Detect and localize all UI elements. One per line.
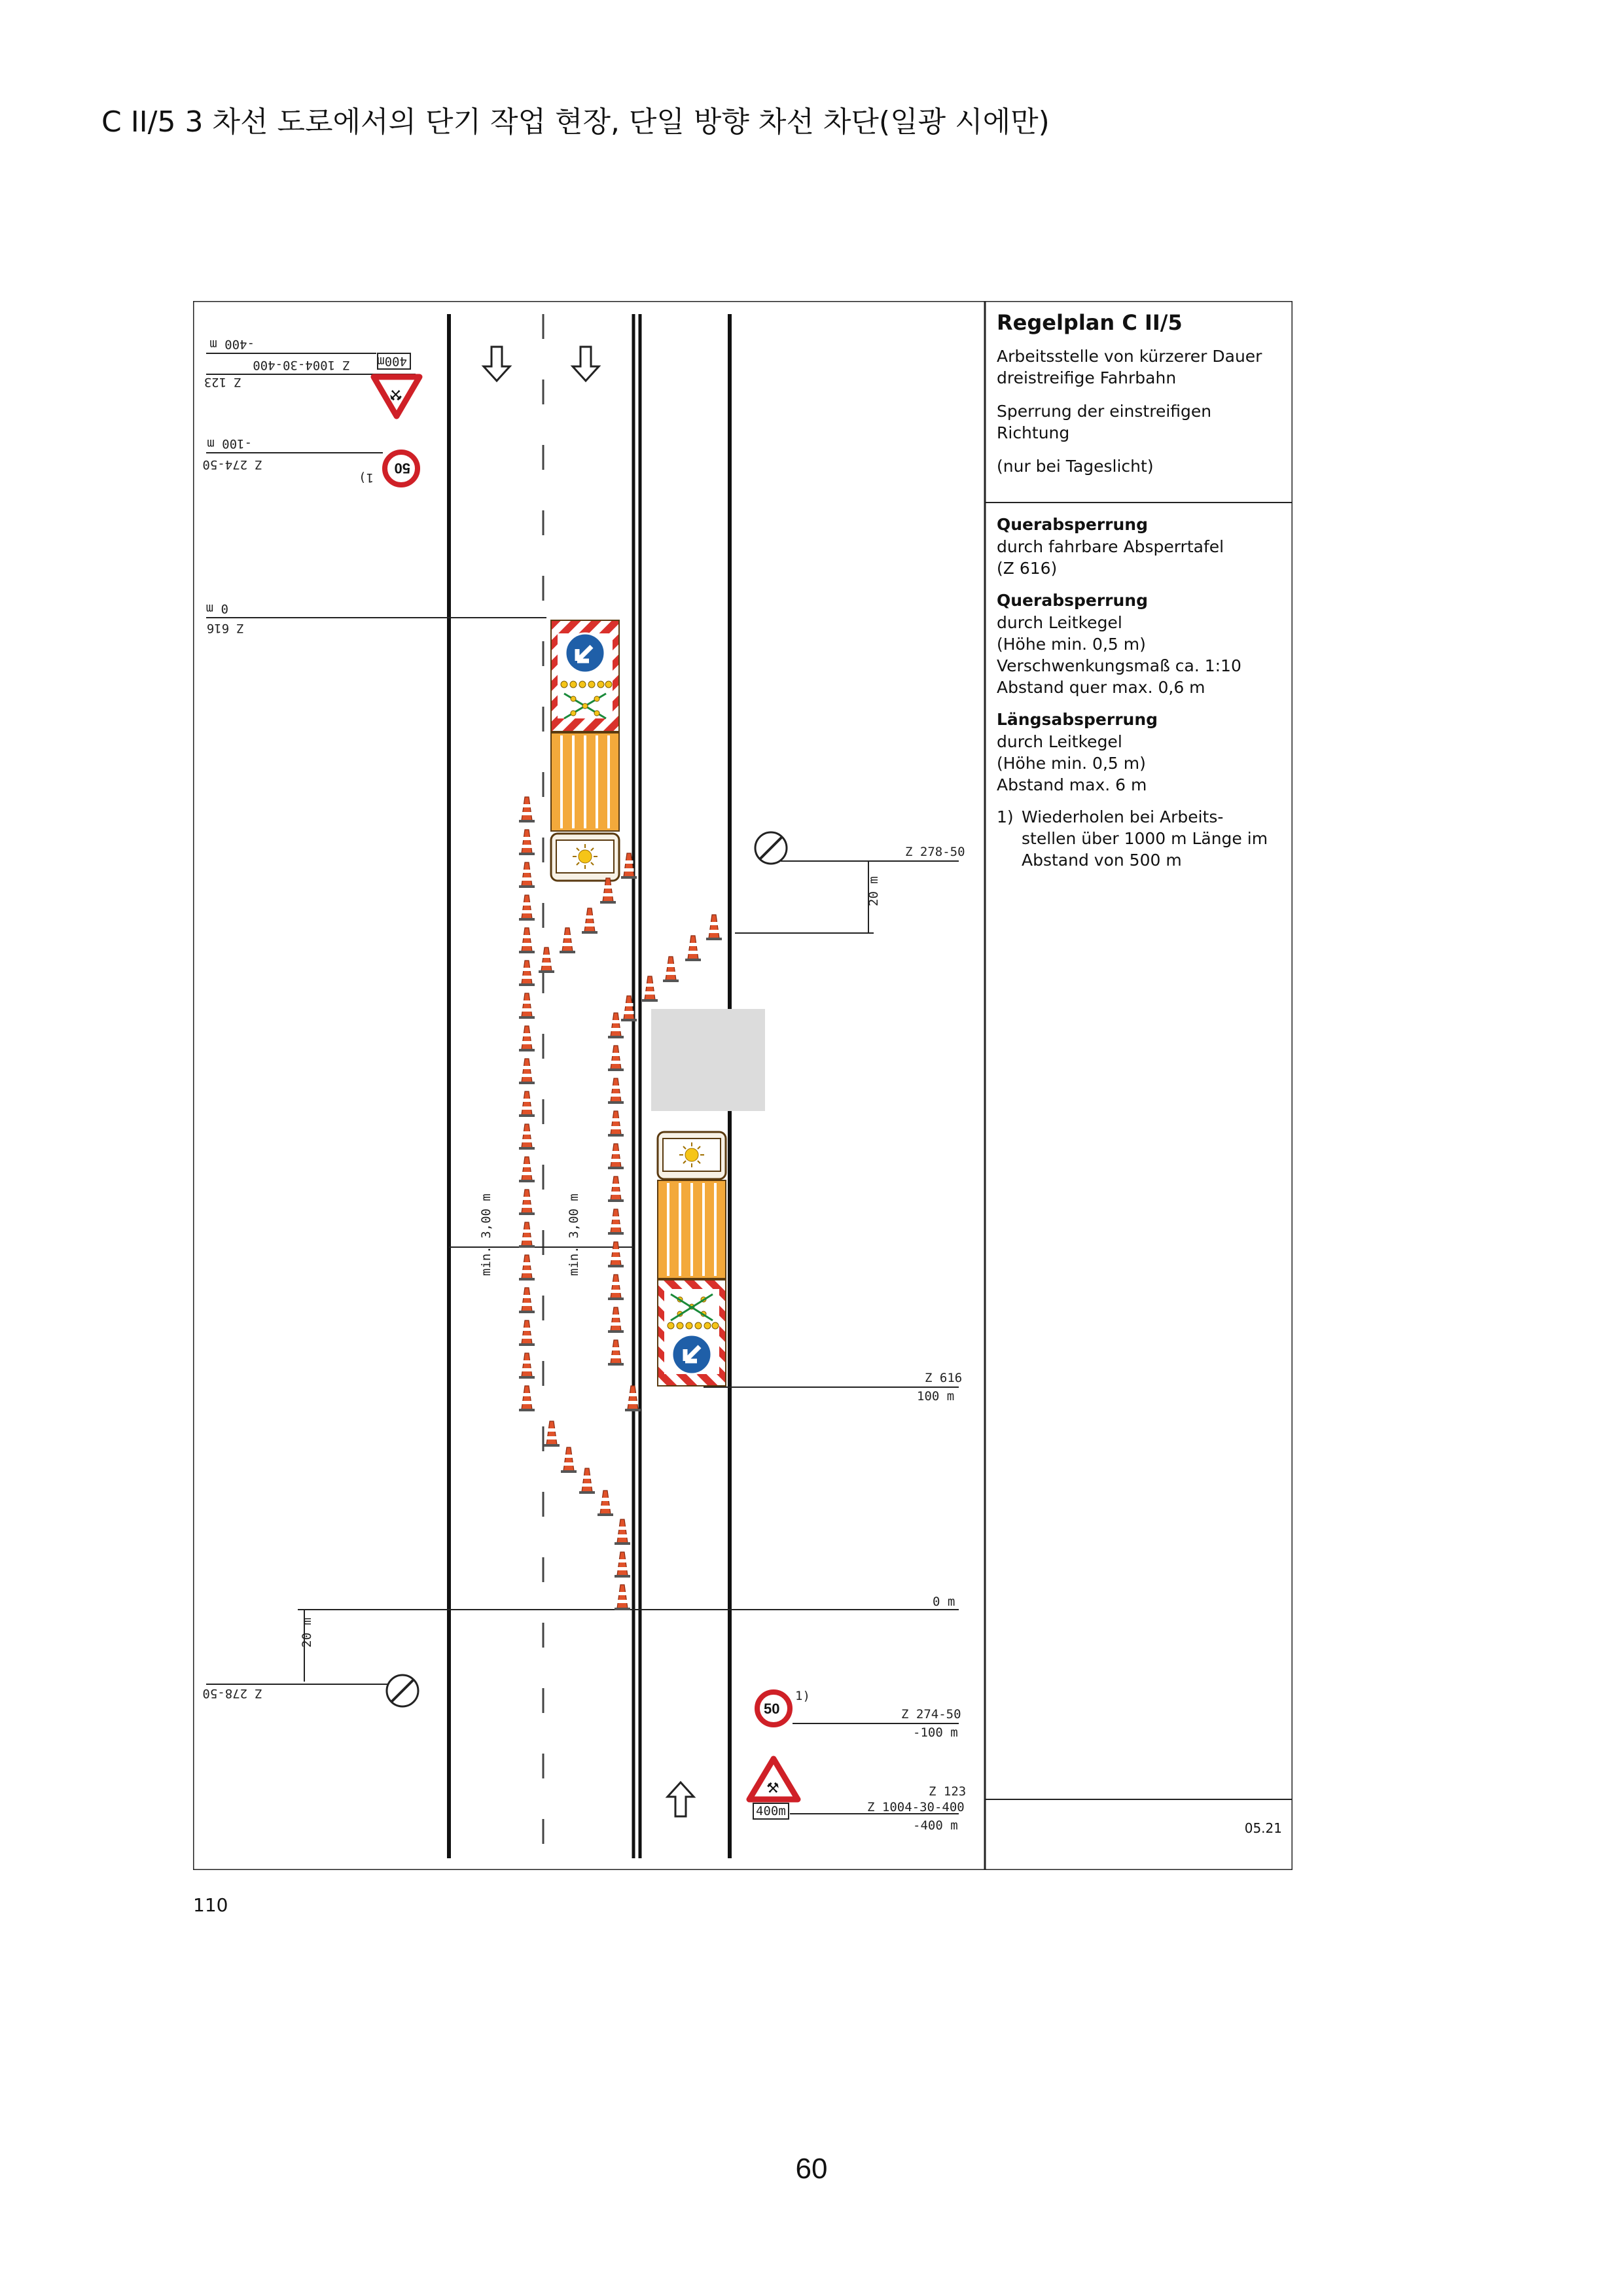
svg-text:20 m: 20 m — [866, 876, 881, 906]
svg-text:⚒: ⚒ — [766, 1780, 779, 1796]
right-roadwork-group — [749, 1759, 966, 1833]
svg-text:400m: 400m — [756, 1804, 786, 1818]
section-line: (Z 616) — [997, 559, 1058, 578]
daylight-note: (nur bei Tageslicht) — [997, 457, 1154, 476]
right-end-group — [735, 832, 965, 933]
footnote-mark: 1) — [997, 807, 1014, 826]
section-line: durch fahrbare Absperrtafel — [997, 537, 1224, 556]
section-line: Abstand quer max. 0,6 m — [997, 678, 1205, 697]
section-heading: Querabsperrung — [997, 591, 1148, 610]
svg-text:Z 274-50: Z 274-50 — [202, 457, 262, 472]
left-speed-sign-group — [202, 436, 418, 485]
regelplan-figure — [193, 301, 1293, 1870]
left-top-sign-group — [204, 337, 419, 416]
svg-text:min. 3,00 m: min. 3,00 m — [479, 1193, 493, 1276]
right-speed-group — [757, 1689, 961, 1740]
svg-text:1): 1) — [359, 470, 374, 485]
svg-text:20 m: 20 m — [300, 1617, 314, 1648]
section-heading: Querabsperrung — [997, 515, 1148, 534]
plan-subtitle: Arbeitsstelle von kürzerer Dauer — [997, 347, 1262, 366]
section-line: Verschwenkungsmaß ca. 1:10 — [997, 656, 1241, 675]
section-heading: Längsabsperrung — [997, 710, 1158, 729]
svg-text:-400 m: -400 m — [209, 337, 255, 351]
svg-text:50: 50 — [394, 460, 410, 476]
cone-taper-lower — [544, 1386, 641, 1610]
plan-closure: Sperrung der einstreifigen — [997, 402, 1212, 421]
right-z616-group — [704, 1371, 962, 1404]
svg-text:-100 m: -100 m — [913, 1725, 958, 1740]
svg-text:Z 616: Z 616 — [206, 621, 244, 635]
page-title: C II/5 3 차선 도로에서의 단기 작업 현장, 단일 방향 차선 차단(일광 시에만) — [101, 105, 1050, 139]
legend-body — [997, 514, 1288, 871]
footnote-line: stellen über 1000 m Länge im — [1022, 829, 1268, 848]
plan-date: 05.21 — [1244, 1820, 1282, 1836]
footnote — [997, 806, 1288, 871]
svg-text:Z 278-50: Z 278-50 — [905, 845, 965, 859]
section-line: (Höhe min. 0,5 m) — [997, 754, 1146, 773]
plan-title: Regelplan C II/5 — [997, 310, 1183, 335]
section-line: (Höhe min. 0,5 m) — [997, 635, 1146, 654]
svg-text:Z 123: Z 123 — [929, 1784, 967, 1799]
svg-text:⚒: ⚒ — [389, 387, 402, 403]
page-number: 60 — [795, 2153, 828, 2185]
cone-taper-upper-right — [621, 915, 722, 1021]
svg-text:0 m: 0 m — [933, 1595, 955, 1609]
work-area — [651, 1009, 765, 1111]
plan-subtitle: dreistreifige Fahrbahn — [997, 368, 1177, 387]
section-line: Abstand max. 6 m — [997, 775, 1147, 794]
svg-text:min. 3,00 m: min. 3,00 m — [567, 1193, 581, 1276]
section-line: durch Leitkegel — [997, 732, 1122, 751]
svg-text:Z 274-50: Z 274-50 — [901, 1707, 961, 1722]
left-zero-group — [206, 601, 546, 635]
left-end-group — [202, 1610, 959, 1706]
svg-text:Z 123: Z 123 — [204, 375, 241, 389]
svg-text:100 m: 100 m — [917, 1389, 955, 1404]
left-warning-trailer — [551, 620, 619, 881]
svg-text:50: 50 — [764, 1701, 780, 1717]
svg-text:-400 m: -400 m — [913, 1818, 958, 1833]
right-warning-trailer — [658, 1132, 726, 1386]
cone-row-inner-longitudinal — [608, 1013, 624, 1366]
legend-panel — [985, 301, 1293, 1870]
legend-header — [997, 310, 1285, 477]
svg-text:Z 1004-30-400: Z 1004-30-400 — [867, 1800, 965, 1814]
page-reference: 110 — [193, 1894, 228, 1916]
svg-text:Z 278-50: Z 278-50 — [202, 1686, 262, 1701]
plan-closure: Richtung — [997, 423, 1070, 442]
footnote-line: Wiederholen bei Arbeits- — [1022, 807, 1224, 826]
svg-text:Z 616: Z 616 — [925, 1371, 963, 1385]
right-zero-group — [933, 1595, 955, 1609]
section-line: durch Leitkegel — [997, 613, 1122, 632]
svg-text:0 m: 0 m — [205, 601, 228, 616]
svg-text:400m: 400m — [377, 354, 407, 368]
footnote-line: Abstand von 500 m — [1022, 851, 1182, 870]
svg-text:1): 1) — [795, 1689, 810, 1703]
svg-text:-100 m: -100 m — [207, 436, 252, 451]
cone-row-left-longitudinal — [519, 797, 535, 1411]
svg-text:Z 1004-30-400: Z 1004-30-400 — [253, 358, 350, 372]
